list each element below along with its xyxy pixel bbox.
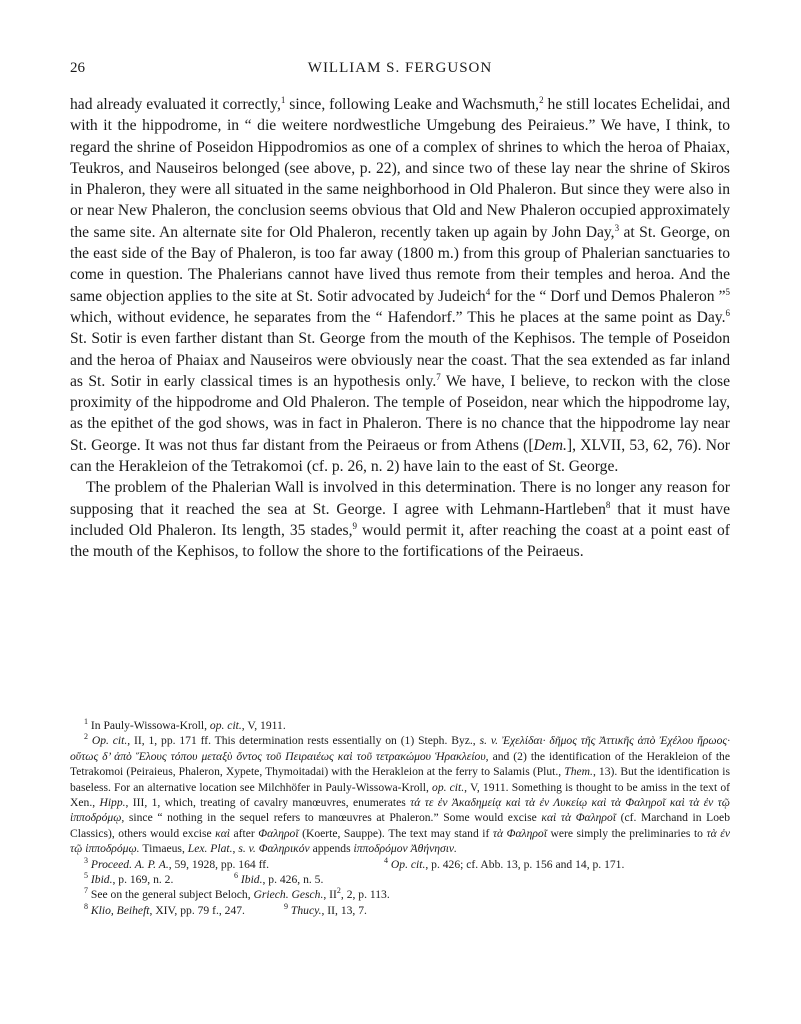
page-header	[70, 60, 730, 80]
footnote-ref-2[interactable]: 2	[539, 94, 544, 105]
footnote-ref-6[interactable]: 6	[725, 307, 730, 318]
footnotes-8-9	[70, 903, 730, 918]
footnote-3: $^3$ Proceed. A. P. A., 59, 1928, pp. 164 ff.	[84, 855, 269, 871]
footnote-4: $^4$ Op. cit., p. 426; cf. Abb. 13, p. 156 and 14, p. 171.	[384, 855, 625, 871]
footnotes-5-6	[70, 872, 730, 887]
footnotes-3-4	[70, 857, 730, 872]
footnote-ref-4[interactable]: 4	[485, 286, 491, 297]
running-head: WILLIAM S. FERGUSON	[307, 60, 493, 76]
footnote-2: $^2$ Op. cit., II, 1, pp. 171 ff. This determination rests essentially on (1) Steph. Byz., s. v. Ἐχελίδαι· δῆμος τῆς Ἀττικῆς ἀπὸ Ἐχέλου ἥρωος· οὕτως δ’ ἀπὸ Ἕλους τόπου μεταξὺ ὄντος τοῦ Πειραιέως καὶ τοῦ τετρακώμου Ἡρακλείου, and (2) the identification of the Herakleion of the Tetrakomoi (Peiraieus, Phaleron, Xypete, Thymoitadai) with the Herakleion at the ferry to Salamis (Plut., Them., 13). But the identification is baseless. For an alternative location see Milchhöfer in Pauly-Wissowa-Kroll, op. cit., V, 1911. Something is thought to be amiss in the text of Xen., Hipp., III, 1, which, treating of cavalry manœuvres, enumerates τά τε ἐν Ἀκαδημείᾳ καὶ τὰ ἐν Λυκείῳ καὶ τὰ Φαληροῖ καὶ τὰ ἐν τῷ ἱπποδρόμῳ, since “ nothing in the sequel refers to manœuvres at Phaleron.” Some would excise καὶ τὰ Φαληροῖ (cf. Marchand in Loeb Classics), others would excise καὶ after Φαληροῖ (Koerte, Sauppe). The text may stand if τὰ Φαληροῖ were simply the preliminaries to τὰ ἐν τῷ ἱπποδρόμῳ. Timaeus, Lex. Plat., s. v. Φαληρικόν appends ἱπποδρόμον Ἀθήνησιν.	[70, 732, 731, 856]
paragraph-1: had already evaluated it correctly,$^1$ since, following Leake and Wachsmuth,$^2$ he still locates Echelidai, and with it the hippodrome, in “ die weitere nordwestliche Umgebung des Peiraieus.” We have, I think, to regard the shrine of Poseidon Hippodromios as one of a complex of shrines to which the heroa of Phaiax, Teukros, and Nauseiros belonged (see above, p. 22), and since two of these lay near the shrine of Skiros in Phaleron, they were all situated in the same neighborhood in Old Phaleron. But since they were also in or near New Phaleron, the conclusion seems obvious that Old and New Phaleron occupied approximately the same site. An alternate site for Old Phaleron, recently taken up again by John Day,$^3$ at St. George, on the east side of the Bay of Phaleron, is too far away (1800 m.) from this group of Phalerian sanctuaries to come in question. The Phalerians cannot have lived thus remote from their temples and heroa. And the same objection applies to the site at St. Sotir advocated by Judeich$^4$ for the “ Dorf und Demos Phaleron ”$^5$ which, without evidence, he separates from the “ Hafendorf.” This he places at the same point as Day.$^6$ St. Sotir is even farther distant than St. George from the mouth of the Kephisos. The temple of Poseidon and the heroa of Phaiax and Nauseiros were obviously near the coast. That the sea extended as far inland as St. Sotir in early classical times is an hypothesis only.$^7$ We have, I believe, to reckon with the close proximity of the hippodrome and Old Phaleron. The temple of Poseidon, near which the hippodrome lay, as the epithet of the god shows, was in fact in Phaleron. There is no chance that the hippodrome lay near St. George. It was not thus far distant from the Peiraeus or from Athens ([Dem.], XLVII, 53, 62, 76). Nor can the Herakleion of the Tetrakomoi (cf. p. 26, n. 2) have lain to the east of St. George.	[70, 94, 730, 476]
page-number: 26	[70, 60, 85, 76]
footnote-ref-9[interactable]: 9	[352, 520, 357, 531]
footnotes	[70, 718, 730, 918]
paragraph-2: The problem of the Phalerian Wall is involved in this determination. There is no longer any reason for supposing that it reached the sea at St. George. I agree with Lehmann-Hartleben$^8$ that it must have included Old Phaleron. Its length, 35 stades,$^9$ would permit it, after reaching the coast at a point east of the mouth of the Kephisos, to follow the shore to the fortifications of the Peiraeus.	[70, 479, 730, 561]
footnote-1: $^1$ In Pauly-Wissowa-Kroll, op. cit., V, 1911.	[84, 717, 286, 732]
footnote-ref-8[interactable]: 8	[605, 499, 611, 510]
footnote-ref-3[interactable]: 3	[614, 222, 620, 233]
footnote-ref-7[interactable]: 7	[436, 371, 441, 382]
footnote-8: $^8$ Klio, Beiheft, XIV, pp. 79 f., 247.	[84, 902, 245, 917]
footnote-5: $^5$ Ibid., p. 169, n. 2.	[84, 871, 174, 887]
footnote-9: $^9$ Thucy., II, 13, 7.	[284, 902, 367, 917]
footnote-ref-1[interactable]: 1	[280, 94, 286, 105]
main-text	[70, 94, 730, 563]
footnote-7: $^7$ See on the general subject Beloch, Griech. Gesch., $II^2$, 2, p. 113.	[84, 886, 390, 902]
footnote-6: $^6$ Ibid., p. 426, n. 5.	[234, 871, 324, 887]
footnote-ref-5[interactable]: 5	[725, 286, 730, 297]
